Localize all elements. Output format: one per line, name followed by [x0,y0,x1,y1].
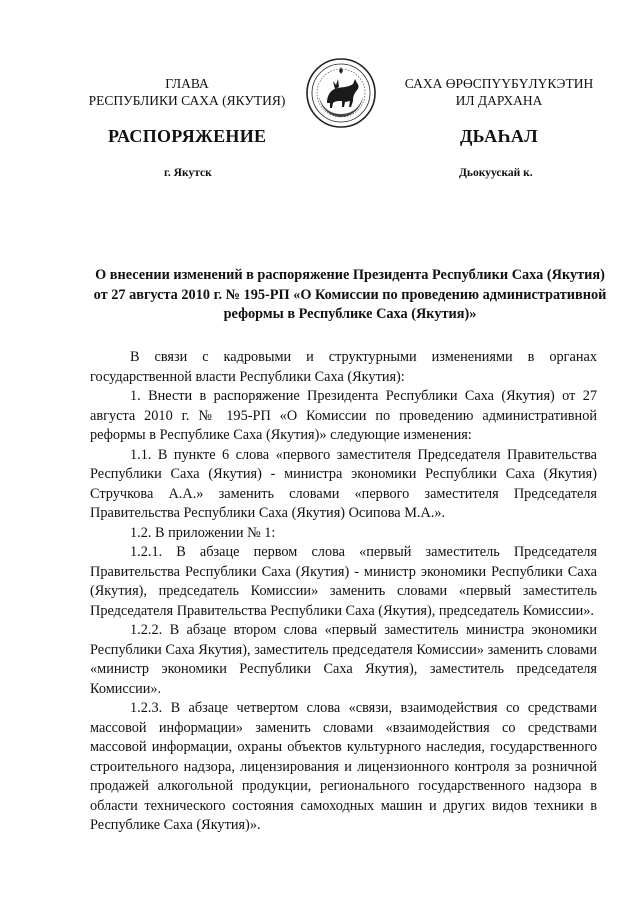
place-of-issue-russian: г. Якутск [164,167,212,179]
body-paragraph: В связи с кадровыми и структурными изменениями в органах государственной власти Республики Саха (Якутия): [90,349,597,385]
body-paragraph: 1.2.3. В абзаце четвертом слова «связи, взаимодействия со средствами массовой информации» заменить словами «взаимодействия со средствами массовой информации, охраны объектов культурного наследия, государственного строительного надзора, лицензирования и лицензионного контроля за розничной продажей алкогольной продукции, регионального государственного надзора в области технического состояния самоходных машин и других видов техники в Республике Саха (Якутия)». [90,700,597,833]
body-paragraph: 1.2.2. В абзаце втором слова «первый заместитель министра экономики Республики Саха Якутия), заместитель председателя Комиссии» заменить словами «министр экономики Республики Саха Якутия), заместитель председателя Комиссии». [90,622,597,697]
issuer-header-sakha [388,75,610,109]
body-paragraph: 1.2. В приложении № 1: [130,524,276,541]
issuer-header-russian [78,75,296,109]
document-type-sakha: ДЬАҺАЛ [460,126,538,146]
place-of-issue-sakha: Дьокуускай к. [459,167,533,179]
document-title: О внесении изменений в распоряжение Президента Республики Саха (Якутия) от 27 августа 2010 г. № 195-РП «О Комиссии по проведению административной реформы в Республике Саха (Якутия)» [93,267,607,322]
issuer-title-sakha-line1: САХА ӨРӨСПҮҮБҮЛҮКЭТИН [404,76,594,91]
document-body [90,348,597,836]
document-type-russian: РАСПОРЯЖЕНИЕ [108,126,267,146]
body-paragraph: 1.2.1. В абзаце первом слова «первый заместитель Председателя Правительства Республики Саха (Якутия) - министр экономики Республики Саха (Якутия), председатель Комиссии» заменить словами «первый заместитель Председателя Правительства Республики Саха (Якутия), председатель Комиссии». [90,544,597,619]
issuer-title-line2: РЕСПУБЛИКИ САХА (ЯКУТИЯ) [88,93,286,108]
coat-of-arms-emblem-icon [305,57,377,129]
issuer-title-sakha-line2: ИЛ ДАРХАНА [455,93,543,108]
issuer-title-line1: ГЛАВА [165,76,209,91]
body-paragraph: 1. Внести в распоряжение Президента Республики Саха (Якутия) от 27 августа 2010 г. № 195-РП «О Комиссии по проведению административной реформы в Республике Саха (Якутия)» следующие изменения: [90,388,597,443]
body-paragraph: 1.1. В пункте 6 слова «первого заместителя Председателя Правительства Республики Саха (Якутия) - министра экономики Республики Саха (Якутия) Стручкова А.А.» заменить словами «первого заместителя Председателя Правительства Республики Саха (Якутия) Осипова М.А.». [90,446,597,521]
